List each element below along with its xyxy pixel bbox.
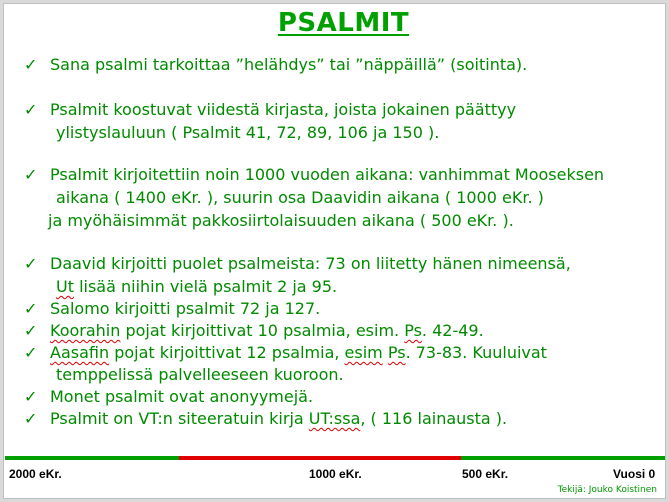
check-icon: ✓	[24, 409, 38, 428]
bullet-2-line-2	[56, 123, 439, 142]
text-run: Psalmit on VT:n siteeratuin kirja	[50, 409, 309, 428]
text-run: Psalmit kirjoitettiin noin 1000 vuoden aikana: vanhimmat Mooseksen	[50, 165, 605, 184]
timeline-label-0: Vuosi 0	[613, 467, 656, 481]
bullet-9-line-1	[50, 409, 507, 428]
timeline-bar	[5, 456, 665, 460]
bullet-2-line-1	[50, 100, 516, 119]
text-run: temppelissä palvelleeseen kuoroon.	[56, 365, 344, 384]
bullet-4-line-2	[56, 277, 337, 296]
text-run: lisää niihin vielä psalmit 2 ja 95.	[73, 277, 338, 296]
bullet-4-line-1	[50, 254, 571, 273]
bullet-7-line-2	[56, 365, 344, 384]
slide	[3, 3, 666, 499]
text-run: aikana ( 1400 eKr. ), suurin osa Daavidin aikana ( 1000 eKr. )	[56, 188, 544, 207]
spellcheck-word: Koorahin	[50, 321, 121, 340]
text-run: , ( 116 lainausta ).	[360, 409, 508, 428]
check-icon: ✓	[24, 387, 38, 406]
bullet-5-line-1	[50, 299, 320, 318]
check-icon: ✓	[24, 55, 38, 74]
author-credit: Tekijä: Jouko Koistinen	[557, 485, 657, 495]
timeline-segment-green	[5, 456, 179, 460]
text-run: ja myöhäisimmät pakkosiirtolaisuuden aikana ( 500 eKr. ).	[48, 211, 514, 230]
check-icon: ✓	[24, 321, 38, 340]
slide-title-wrap	[4, 8, 665, 38]
check-icon: ✓	[24, 100, 38, 119]
bullet-3-line-2	[56, 188, 544, 207]
bullet-1-line-1	[50, 55, 527, 74]
bullet-8-line-1	[50, 387, 313, 406]
bullet-7-line-1	[50, 343, 547, 362]
timeline-segment-green-end	[461, 456, 665, 460]
spellcheck-word: Ps	[387, 343, 406, 362]
text-run: pojat kirjoittivat 12 psalmia,	[109, 343, 345, 362]
text-run: . 42-49.	[421, 321, 484, 340]
timeline-segment-red	[179, 456, 461, 460]
text-run: Sana psalmi tarkoittaa ”helähdys” tai ”näppäillä” (soitinta).	[50, 55, 528, 74]
spellcheck-word: Ut	[56, 277, 74, 296]
text-run: pojat kirjoittivat 10 psalmia, esim.	[120, 321, 405, 340]
check-icon: ✓	[24, 254, 38, 273]
text-run: . 73-83. Kuuluivat	[405, 343, 547, 362]
spellcheck-word: Ps	[404, 321, 422, 340]
text-run: Psalmit koostuvat viidestä kirjasta, joista jokainen päättyy	[50, 100, 517, 119]
timeline-label-2000: 2000 eKr.	[9, 467, 62, 481]
bullet-3-line-3	[48, 211, 514, 230]
timeline-label-1000: 1000 eKr.	[309, 467, 362, 481]
text-run: Daavid kirjoitti puolet psalmeista: 73 on liitetty hänen nimeensä,	[50, 254, 571, 273]
bullet-3-line-1	[50, 165, 604, 184]
spellcheck-word: esim	[344, 343, 383, 362]
bullet-6-line-1	[50, 321, 484, 340]
check-icon: ✓	[24, 343, 38, 362]
check-icon: ✓	[24, 299, 38, 318]
text-run: Salomo kirjoitti psalmit 72 ja 127.	[50, 299, 321, 318]
spellcheck-word: Aasafin	[50, 343, 110, 362]
text-run: Monet psalmit ovat anonyymejä.	[50, 387, 314, 406]
check-icon: ✓	[24, 165, 38, 184]
timeline-label-500: 500 eKr.	[462, 467, 509, 481]
spellcheck-word: UT:ssa	[308, 409, 361, 428]
slide-title: PSALMIT	[277, 8, 410, 38]
text-run: ylistyslauluun ( Psalmit 41, 72, 89, 106 ja 150 ).	[56, 123, 440, 142]
